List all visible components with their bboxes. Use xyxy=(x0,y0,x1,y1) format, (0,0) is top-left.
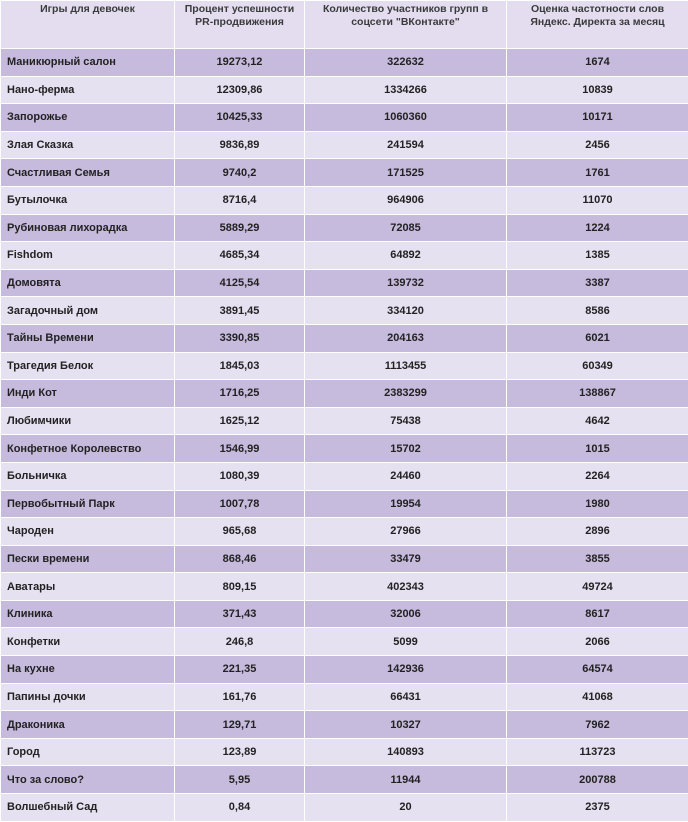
cell-pr-success: 19273,12 xyxy=(175,49,305,77)
cell-pr-success: 10425,33 xyxy=(175,104,305,132)
cell-game-name: Домовята xyxy=(1,269,175,297)
cell-vk-members: 964906 xyxy=(305,186,507,214)
cell-yandex-frequency: 1385 xyxy=(507,242,688,270)
cell-game-name: Больничка xyxy=(1,462,175,490)
cell-yandex-frequency: 2375 xyxy=(507,794,688,822)
cell-pr-success: 5889,29 xyxy=(175,214,305,242)
cell-yandex-frequency: 49724 xyxy=(507,573,688,601)
cell-vk-members: 5099 xyxy=(305,628,507,656)
cell-yandex-frequency: 3387 xyxy=(507,269,688,297)
cell-game-name: Что за слово? xyxy=(1,766,175,794)
cell-pr-success: 8716,4 xyxy=(175,186,305,214)
cell-vk-members: 140893 xyxy=(305,738,507,766)
table-row xyxy=(1,297,688,325)
cell-game-name: Запорожье xyxy=(1,104,175,132)
cell-yandex-frequency: 4642 xyxy=(507,407,688,435)
cell-yandex-frequency: 11070 xyxy=(507,186,688,214)
cell-pr-success: 123,89 xyxy=(175,738,305,766)
cell-pr-success: 1080,39 xyxy=(175,462,305,490)
cell-pr-success: 4685,34 xyxy=(175,242,305,270)
cell-pr-success: 809,15 xyxy=(175,573,305,601)
cell-vk-members: 27966 xyxy=(305,518,507,546)
cell-yandex-frequency: 1015 xyxy=(507,435,688,463)
cell-vk-members: 10327 xyxy=(305,711,507,739)
cell-yandex-frequency: 1980 xyxy=(507,490,688,518)
cell-vk-members: 1060360 xyxy=(305,104,507,132)
cell-vk-members: 142936 xyxy=(305,656,507,684)
cell-vk-members: 75438 xyxy=(305,407,507,435)
cell-game-name: Конфетное Королевство xyxy=(1,435,175,463)
table-row xyxy=(1,242,688,270)
cell-yandex-frequency: 138867 xyxy=(507,380,688,408)
cell-pr-success: 0,84 xyxy=(175,794,305,822)
cell-game-name: Пески времени xyxy=(1,545,175,573)
table-row xyxy=(1,600,688,628)
cell-game-name: Инди Кот xyxy=(1,380,175,408)
table-row xyxy=(1,186,688,214)
cell-vk-members: 322632 xyxy=(305,49,507,77)
table-row xyxy=(1,683,688,711)
cell-yandex-frequency: 8617 xyxy=(507,600,688,628)
cell-pr-success: 1845,03 xyxy=(175,352,305,380)
header-pr-success: Процент успешности PR-продвижения xyxy=(175,1,305,49)
table-row xyxy=(1,131,688,159)
header-game: Игры для девочек xyxy=(1,1,175,49)
cell-pr-success: 1546,99 xyxy=(175,435,305,463)
cell-yandex-frequency: 3855 xyxy=(507,545,688,573)
cell-vk-members: 334120 xyxy=(305,297,507,325)
cell-pr-success: 868,46 xyxy=(175,545,305,573)
table-row xyxy=(1,214,688,242)
header-vk-members: Количество участников групп в соцсети "ВКонтакте" xyxy=(305,1,507,49)
cell-pr-success: 9836,89 xyxy=(175,131,305,159)
table-body xyxy=(1,49,688,822)
table-row xyxy=(1,628,688,656)
table-row xyxy=(1,380,688,408)
cell-vk-members: 139732 xyxy=(305,269,507,297)
table-row xyxy=(1,545,688,573)
cell-game-name: Fishdom xyxy=(1,242,175,270)
cell-pr-success: 5,95 xyxy=(175,766,305,794)
cell-game-name: Загадочный дом xyxy=(1,297,175,325)
cell-vk-members: 1334266 xyxy=(305,76,507,104)
table-row xyxy=(1,711,688,739)
cell-game-name: Нано-ферма xyxy=(1,76,175,104)
cell-vk-members: 204163 xyxy=(305,324,507,352)
cell-pr-success: 246,8 xyxy=(175,628,305,656)
cell-vk-members: 241594 xyxy=(305,131,507,159)
cell-pr-success: 221,35 xyxy=(175,656,305,684)
table-row xyxy=(1,794,688,822)
header-row xyxy=(1,1,688,49)
cell-game-name: Папины дочки xyxy=(1,683,175,711)
cell-yandex-frequency: 10839 xyxy=(507,76,688,104)
cell-pr-success: 965,68 xyxy=(175,518,305,546)
cell-pr-success: 1625,12 xyxy=(175,407,305,435)
cell-yandex-frequency: 10171 xyxy=(507,104,688,132)
table-row xyxy=(1,49,688,77)
cell-yandex-frequency: 41068 xyxy=(507,683,688,711)
cell-vk-members: 15702 xyxy=(305,435,507,463)
cell-vk-members: 1113455 xyxy=(305,352,507,380)
cell-game-name: Бутылочка xyxy=(1,186,175,214)
cell-vk-members: 402343 xyxy=(305,573,507,601)
cell-pr-success: 371,43 xyxy=(175,600,305,628)
table-row xyxy=(1,656,688,684)
cell-yandex-frequency: 2896 xyxy=(507,518,688,546)
cell-game-name: Аватары xyxy=(1,573,175,601)
cell-vk-members: 33479 xyxy=(305,545,507,573)
cell-yandex-frequency: 64574 xyxy=(507,656,688,684)
table-row xyxy=(1,269,688,297)
cell-pr-success: 9740,2 xyxy=(175,159,305,187)
table-row xyxy=(1,104,688,132)
table-row xyxy=(1,159,688,187)
cell-vk-members: 2383299 xyxy=(305,380,507,408)
cell-vk-members: 32006 xyxy=(305,600,507,628)
cell-game-name: Трагедия Белок xyxy=(1,352,175,380)
cell-game-name: Тайны Времени xyxy=(1,324,175,352)
cell-game-name: Маникюрный салон xyxy=(1,49,175,77)
table-row xyxy=(1,462,688,490)
table-row xyxy=(1,490,688,518)
cell-game-name: Конфетки xyxy=(1,628,175,656)
cell-yandex-frequency: 8586 xyxy=(507,297,688,325)
cell-yandex-frequency: 60349 xyxy=(507,352,688,380)
cell-vk-members: 171525 xyxy=(305,159,507,187)
cell-game-name: Клиника xyxy=(1,600,175,628)
cell-yandex-frequency: 113723 xyxy=(507,738,688,766)
cell-game-name: Чароден xyxy=(1,518,175,546)
table-row xyxy=(1,738,688,766)
cell-yandex-frequency: 200788 xyxy=(507,766,688,794)
cell-yandex-frequency: 2264 xyxy=(507,462,688,490)
cell-game-name: Рубиновая лихорадка xyxy=(1,214,175,242)
table-row xyxy=(1,76,688,104)
cell-vk-members: 24460 xyxy=(305,462,507,490)
cell-game-name: Первобытный Парк xyxy=(1,490,175,518)
cell-game-name: На кухне xyxy=(1,656,175,684)
cell-vk-members: 19954 xyxy=(305,490,507,518)
header-yandex-frequency: Оценка частотности слов Яндекс. Директа за месяц xyxy=(507,1,688,49)
cell-yandex-frequency: 2066 xyxy=(507,628,688,656)
table-row xyxy=(1,324,688,352)
cell-pr-success: 12309,86 xyxy=(175,76,305,104)
cell-pr-success: 3891,45 xyxy=(175,297,305,325)
cell-yandex-frequency: 7962 xyxy=(507,711,688,739)
cell-yandex-frequency: 1674 xyxy=(507,49,688,77)
table-row xyxy=(1,352,688,380)
cell-pr-success: 4125,54 xyxy=(175,269,305,297)
cell-game-name: Город xyxy=(1,738,175,766)
cell-game-name: Драконика xyxy=(1,711,175,739)
cell-vk-members: 66431 xyxy=(305,683,507,711)
cell-pr-success: 1007,78 xyxy=(175,490,305,518)
cell-yandex-frequency: 1761 xyxy=(507,159,688,187)
cell-yandex-frequency: 1224 xyxy=(507,214,688,242)
cell-pr-success: 161,76 xyxy=(175,683,305,711)
cell-yandex-frequency: 2456 xyxy=(507,131,688,159)
cell-yandex-frequency: 6021 xyxy=(507,324,688,352)
table-row xyxy=(1,573,688,601)
table-row xyxy=(1,518,688,546)
cell-game-name: Злая Сказка xyxy=(1,131,175,159)
cell-game-name: Счастливая Семья xyxy=(1,159,175,187)
cell-pr-success: 129,71 xyxy=(175,711,305,739)
cell-vk-members: 64892 xyxy=(305,242,507,270)
cell-game-name: Волшебный Сад xyxy=(1,794,175,822)
table-row xyxy=(1,407,688,435)
cell-pr-success: 1716,25 xyxy=(175,380,305,408)
table-row xyxy=(1,766,688,794)
cell-vk-members: 20 xyxy=(305,794,507,822)
cell-game-name: Любимчики xyxy=(1,407,175,435)
cell-vk-members: 11944 xyxy=(305,766,507,794)
table-row xyxy=(1,435,688,463)
cell-pr-success: 3390,85 xyxy=(175,324,305,352)
cell-vk-members: 72085 xyxy=(305,214,507,242)
